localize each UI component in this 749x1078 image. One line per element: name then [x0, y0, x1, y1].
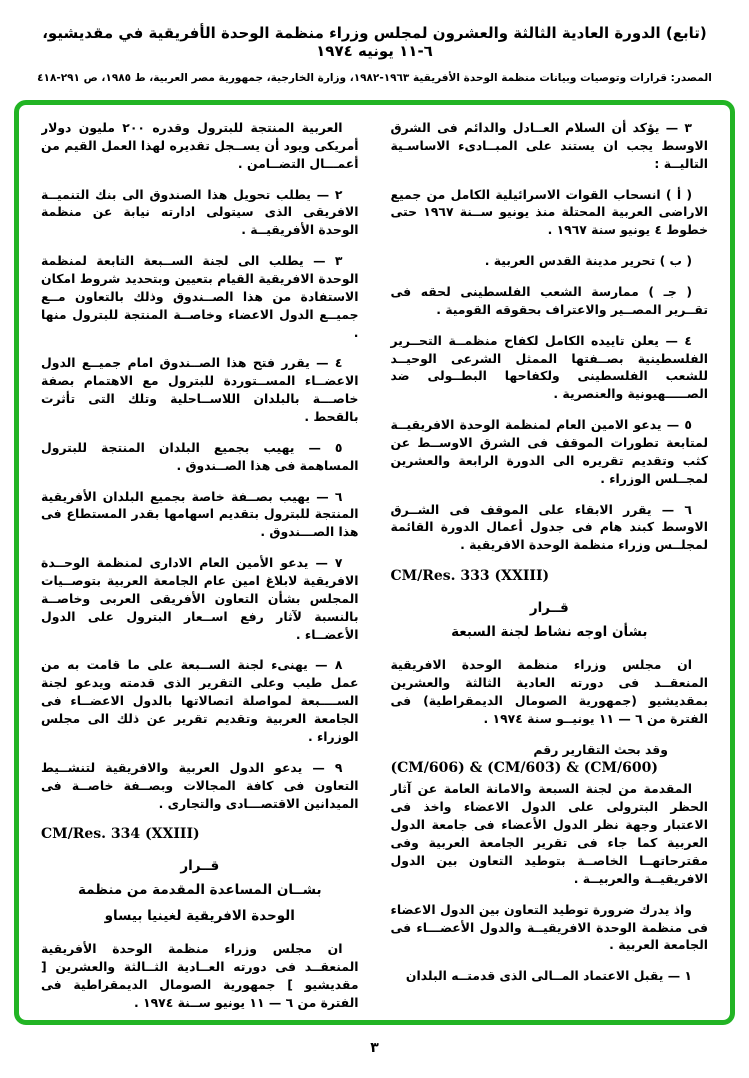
resolution-334-subtitle-1: بشــان المساعدة المقدمة من منظمة: [77, 882, 322, 899]
resolution-ref-333: CM/Res. 333 (XXIII): [390, 568, 550, 585]
green-document-frame: [14, 100, 735, 1025]
header: [30, 24, 719, 84]
para-point-9-invite: ٩ — يدعو الدول العربية والافريقية لتنشــيط التعاون فى كافة المجالات وبصــفة خاصــة فى الميدانين الاقتصـــادى والتجارى .: [41, 759, 359, 811]
para-point-5: ٥ — يدعو الامين العام لمنظمة الوحدة الافريقيــة لمتابعة تطورات الموقف فى الشرق الاوســط عن كثب وتقديم تقريره الى الدورة الرابعة والعشرين لمجــلس الوزراء .: [390, 417, 708, 486]
para-fund-continuation: العربية المنتجة للبترول وقدره ٢٠٠ مليون دولار أمريكى ويود أن يســجل تقديره لهذا العمل القيم من أعمـــال التضــامن .: [41, 120, 359, 171]
page-number: ٣: [370, 1040, 379, 1056]
para-point-7-invite: ٧ — يدعو الأمين العام الادارى لمنظمة الوحــدة الافريقية لابلاغ امين عام الجامعة العربية بتوصــيات المجلس بشأن التعاون الأفريقى العربى وخاصــة بالنسبة لآثار رفع اســعار البترول على الدول الأعضــاء .: [41, 555, 359, 642]
para-cooperation: واذ يدرك ضرورة توطيد التعاون بين الدول الاعضاء فى منظمة الوحدة الافريقيــة والدول الأعضـــاء فى الجامعة العربية .: [390, 901, 708, 953]
para-point-3a: ( أ ) انسحاب القوات الاسرائيلية الكامل من جميع الاراضى العربية المحتلة منذ يونيو ســنة ١٩٦٧ حتى خطوط ٤ يونيو سنة ١٩٦٧ .: [390, 186, 708, 238]
para-point-3c: ( جـ ) ممارسة الشعب الفلسطينى لحقه فى تقــرير المصــير والاعتراف بحقوقه القومية .: [390, 284, 708, 317]
column-left: [41, 119, 359, 1010]
resolution-333-subtitle: بشأن اوجه نشاط لجنة السبعة: [451, 624, 648, 641]
two-column-layout: [41, 119, 708, 1010]
para-point-3-committee: ٣ — يطلب الى لجنة الســبعة التابعة لمنظمة الوحدة الافريقية القيام بتعيين وبتحديد شروط امكان الاستفادة من هذا الصــندوق وذلك بالتعاون مــع جميــع الدول الاعضاء وخاصــة المنتجة للبترول منها .: [41, 253, 359, 340]
header-source: المصدر: قرارات وتوصيات وبيانات منظمة الوحدة الأفريقية ١٩٦٣-١٩٨٢، وزارة الخارجية، جمهورية مصر العربية، ط ١٩٨٥، ص ٢٩١-٤١٨: [37, 72, 712, 84]
para-point-4: ٤ — يعلن تاييده الكامل لكفاح منظمــة التحــرير الفلسطينية بصــفتها الممثل الشرعى الوحيــد للشعب الفلسطينى ولكفاحها البطــولى ضد الصـــــهيونية والعنصرية .: [390, 332, 708, 402]
para-point-3b: ( ب ) تحرير مدينة القدس العربية .: [484, 253, 692, 269]
para-point-6: ٦ — يقرر الابقاء على الموقف فى الشــرق الاوسط كبند هام فى جدول أعمال الدورة القائمة لمجلــس وزراء منظمة الوحدة الافريقية .: [390, 501, 708, 553]
para-point-4-fund: ٤ — يقرر فتح هذا الصــندوق امام جميــع الدول الاعضــاء المســتوردة للبترول مع الاهتمام بصفة خاصـــة بالبلدان اللاســاحلية وتلك التى تأثرت بالقحط .: [41, 355, 359, 425]
para-reports-detail: المقدمة من لجنة السبعة والامانة العامة عن آثار الحظر البترولى على الدول الاعضاء واخذ فى الاعتبار وجهة نظر الدول الأعضاء فى جامعة الدول العربية كما جاء فى تقرير الجامعة العربية وفى مقترحاتهــا الخاصــة بتوطيد التعاون بين الدول الافريقيــة والعربيــة .: [390, 781, 708, 886]
para-point-8-congratulate: ٨ — يهنىء لجنة الســبعة على ما قامت به من عمل طيب وعلى التقرير الذى قدمته ويدعو لجنة الســــبعة لمواصلة اتصالاتها بالدول الاعضــاء فى الجامعة العربية وتقديم تقرير عن ذلك الى مجلس الوزراء .: [41, 657, 359, 744]
para-reports-intro: وقد بحث التقارير رقم: [533, 741, 668, 757]
resolution-ref-334: CM/Res. 334 (XXIII): [41, 826, 200, 843]
para-council-session: ان مجلس وزراء منظمة الوحدة الافريقية المنعقــد فى دورته العادية الثالثة والعشرين بمقديشيو (جمهورية الصومال الديمقراطية) فى الفترة من ٦ — ١١ يونيــو سنة ١٩٧٤ .: [390, 657, 708, 726]
column-right: [391, 119, 709, 1010]
resolution-334-title: قــرار: [180, 858, 220, 875]
para-point-6-appeal: ٦ — يهيب بصــفة خاصة بجميع البلدان الأفريقية المنتجة للبترول بتقديم اسهامها بقدر المستطاع فى هذا الصـــندوق .: [41, 488, 359, 540]
resolution-333-title: قــرار: [529, 600, 569, 617]
para-point-1-accept: ١ — يقبل الاعتماد المــالى الذى قدمتــه البلدان: [405, 968, 692, 984]
para-guinea-bissau-session: ان مجلس وزراء منظمة الوحدة الأفريقية المنعقــد فى دورته العــادية الثــالثة والعشرين [ مقديشيو ] جمهورية الصومال الديمقراطية فى الفترة من ٦ — ١١ يونيو ســنة ١٩٧٤ .: [41, 941, 359, 1010]
para-point-3: ٣ — يؤكد أن السلام العــادل والدائم فى الشرق الاوسط يجب ان يستند على المبــادىء الاساسـية التاليــة :: [390, 120, 708, 171]
para-point-5-appeal: ٥ — يهيب بجميع البلدان المنتجة للبترول المساهمة فى هذا الصــندوق .: [41, 439, 359, 473]
resolution-334-subtitle-2: الوحدة الافريقية لغينيا بيساو: [104, 908, 295, 925]
report-numbers: (CM/606) & (CM/603) & (CM/600): [390, 760, 658, 777]
para-point-2: ٢ — يطلب تحويل هذا الصندوق الى بنك التنميــة الافريقى الذى سيتولى ادارته نيابة عن منظمة الوحدة الأفريقيــة .: [41, 186, 359, 238]
header-title: (تابع) الدورة العادية الثالثة والعشرون لمجلس وزراء منظمة الوحدة الأفريقية في مقديشيو، ٦-١١ يونيه ١٩٧٤: [42, 24, 707, 60]
